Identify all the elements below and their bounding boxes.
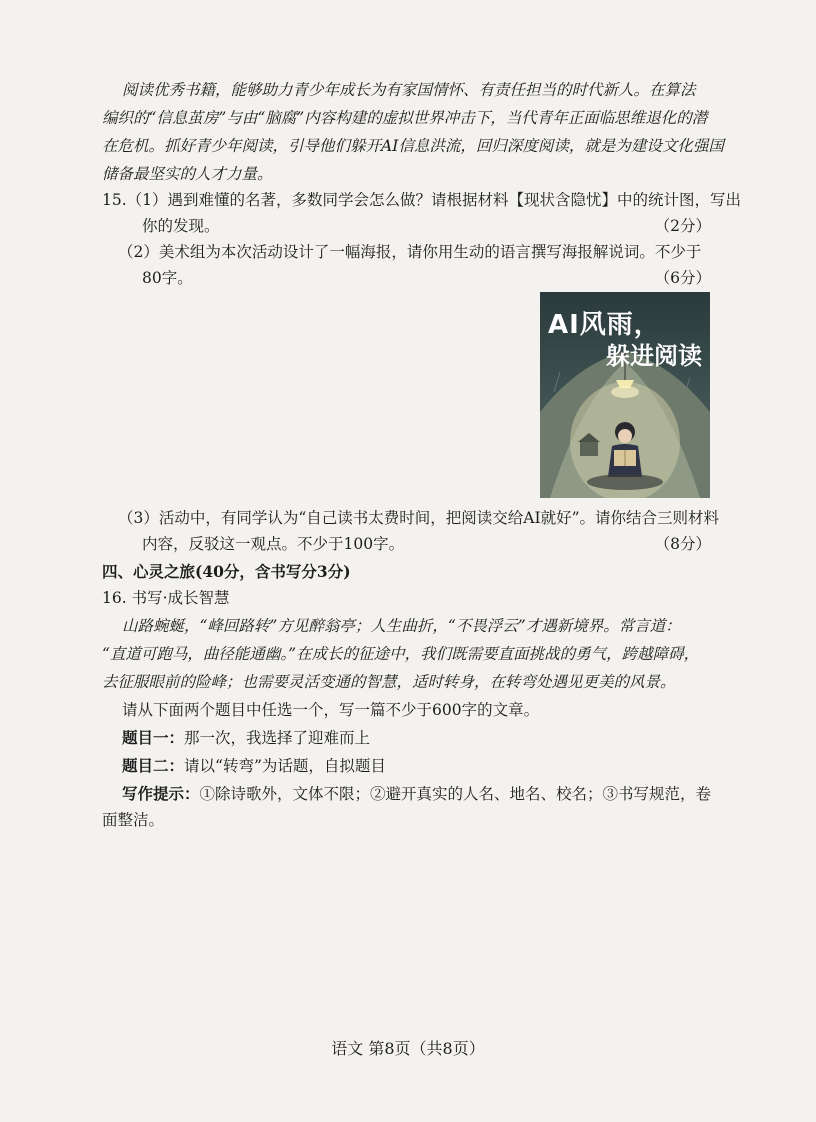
intro-line-2: 编织的“信息茧房”与由“脑腐”内容构建的虚拟世界冲击下，当代青年正面临思维退化的潜 xyxy=(102,109,708,127)
q16-text-line1: 山路蜿蜒，“峰回路转”方见醉翁亭；人生曲折，“不畏浮云”才遇新境界。常言道： xyxy=(122,617,681,635)
q15-part2-line2: 80字。 xyxy=(142,269,193,287)
q15-part1-line2: 你的发现。 xyxy=(142,217,220,235)
tips-text: ①除诗歌外，文体不限；②避开真实的人名、地名、校名；③书写规范，卷 xyxy=(199,785,712,803)
intro-line-1: 阅读优秀书籍，能够助力青少年成长为有家国情怀、有责任担当的时代新人。在算法 xyxy=(122,81,696,99)
q16-topic1 xyxy=(122,726,370,750)
reading-poster-image xyxy=(540,292,710,498)
intro-line-3: 在危机。抓好青少年阅读，引导他们躲开AI信息洪流，回归深度阅读，就是为建设文化强国 xyxy=(102,137,724,155)
q16-tips-line2: 面整洁。 xyxy=(102,811,165,829)
intro-line-4: 储备最坚实的人才力量。 xyxy=(102,165,273,183)
section4-heading: 四、心灵之旅(40分，含书写分3分) xyxy=(102,562,351,581)
q15-part1-line1: 15.（1）遇到难懂的名著，多数同学会怎么做？请根据材料【现状含隐忧】中的统计图，写出 xyxy=(102,191,742,209)
q15-part3-line2: 内容，反驳这一观点。不少于100字。 xyxy=(142,535,405,553)
topic1-label: 题目一： xyxy=(122,728,185,747)
q15-part2-score: （6分） xyxy=(654,269,711,287)
q15-part3-score: （8分） xyxy=(654,535,711,553)
q16-topic2 xyxy=(122,754,386,778)
q16-text-line2: “直道可跑马，曲径能通幽。”在成长的征途中，我们既需要直面挑战的勇气，跨越障碍， xyxy=(102,645,700,663)
topic2-label: 题目二： xyxy=(122,756,185,775)
poster-title-line2: 躲进阅读 xyxy=(606,342,702,370)
q16-instruction: 请从下面两个题目中任选一个，写一篇不少于600字的文章。 xyxy=(122,701,540,719)
topic1-text: 那一次，我选择了迎难而上 xyxy=(184,729,371,747)
q16-text-line3: 去征服眼前的险峰；也需要灵活变通的智慧，适时转身，在转弯处遇见更美的风景。 xyxy=(102,673,676,691)
q15-part2-line1: （2）美术组为本次活动设计了一幅海报，请你用生动的语言撰写海报解说词。不少于 xyxy=(118,243,702,261)
q16-title: 16. 书写·成长智慧 xyxy=(102,589,230,607)
q15-part3-line1: （3）活动中，有同学认为“自己读书太费时间，把阅读交给AI就好”。请你结合三则材料 xyxy=(118,509,720,527)
topic2-text: 请以“转弯”为话题，自拟题目 xyxy=(184,757,386,775)
poster-title-line1: AI风雨， xyxy=(548,310,661,340)
q15-part1-score: （2分） xyxy=(654,217,711,235)
q16-tips xyxy=(122,782,711,806)
page-footer: 语文 第8页（共8页） xyxy=(331,1039,485,1058)
tips-label: 写作提示： xyxy=(122,784,200,803)
